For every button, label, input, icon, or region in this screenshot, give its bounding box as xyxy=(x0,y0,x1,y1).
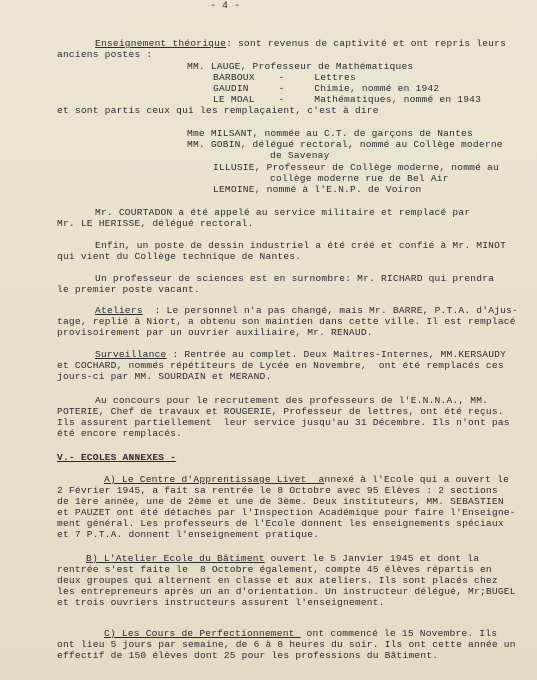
text-line: 2 Février 1945, a fait sa rentrée le 8 Octobre avec 95 Elèves : 2 sections xyxy=(57,485,498,496)
text-line: rentrée s'est faite le 8 Octobre également, compte 45 élèves répartis en xyxy=(57,564,492,575)
text-line: et trois ouvriers instructeurs assurent l'enseignement. xyxy=(57,597,385,608)
text-line: Enfin, un poste de dessin industriel a été créé et confié à Mr. MINOT xyxy=(95,240,507,251)
text-line: effectif de 150 élèves dont 25 pour les professions du Bâtiment. xyxy=(57,650,439,661)
text-line xyxy=(57,452,176,463)
text-line: jours-ci par MM. SOURDAIN et MERAND. xyxy=(57,371,272,382)
line-rest: ouvert le 5 Janvier 1945 et dont la xyxy=(264,553,480,564)
text-line xyxy=(95,349,506,360)
text-line: LEMOINE, nommé à l'E.N.P. de Voiron xyxy=(213,184,422,195)
text-line: ment général. Les professeurs de l'Ecole donnent les enseignements spéciaux xyxy=(57,518,504,529)
text-line: BARBOUX - Lettres xyxy=(213,72,356,83)
text-line: et sont partis ceux qui les remplaçaient, c'est à dire xyxy=(57,105,379,116)
text-line: Mr. COURTADON a été appelé au service militaire et remplacé par xyxy=(95,207,471,218)
text-line: les entrepreneurs après un an d'orientation. Un instructeur délégué, Mr;BUGEL xyxy=(57,586,516,597)
underlined-heading: Ateliers xyxy=(95,305,143,316)
text-line xyxy=(95,38,506,49)
text-line: et 7 P.T.A. donnent l'enseignement pratique. xyxy=(57,529,320,540)
text-line: POTERIE, Chef de travaux et ROUGERIE, Professeur de lettres, ont été reçus. xyxy=(57,406,504,417)
text-line: MM. LAUGE, Professeur de Mathématiques xyxy=(187,61,414,72)
text-line: collège moderne rue de Bel Air xyxy=(270,173,449,184)
text-line: tage, replié à Niort, a obtenu son maintien dans cette ville. Il est remplacé xyxy=(57,316,516,327)
text-line: été encore remplacés. xyxy=(57,428,183,439)
text-line: anciens postes : xyxy=(57,49,153,60)
underlined-heading: Surveillance xyxy=(95,349,167,360)
text-line: Au concours pour le recrutement des professeurs de l'E.N.N.A., MM. xyxy=(95,395,489,406)
line-rest: : Le personnel n'a pas changé, mais Mr. BARRE, P.T.A. d'Ajus- xyxy=(142,305,518,316)
text-line: de Savenay xyxy=(270,150,330,161)
line-rest: nnexé à l'Ecole qui a ouvert le xyxy=(324,474,510,485)
text-line: Ils assurent partiellement leur service jusqu'au 31 Décembre. Ils n'ont pas xyxy=(57,417,510,428)
page-number: - 4 - xyxy=(210,1,241,12)
text-line: ILLUSIE, Professeur de Collège moderne, nommé au xyxy=(213,162,499,173)
line-rest: : Rentrée au complet. Deux Maîtres-Internes, MM.KERSAUDY xyxy=(166,349,507,360)
text-line: provisoirement par un ouvrier auxiliaire, Mr. RENAUD. xyxy=(57,327,373,338)
underlined-heading: A) Le Centre d'Apprentissage Livet a xyxy=(104,474,325,485)
text-line: de 1ère année, une de 2ème et une de 3ème. Deux instituteurs, MM. SEBASTIEN xyxy=(57,496,504,507)
text-line: MM. GOBIN, délégué rectoral, nommé au Collège moderne xyxy=(187,139,503,150)
text-line: Mme MILSANT, nommée au C.T. de garçons de Nantes xyxy=(187,128,473,139)
text-line: et COCHARD, nommés répétiteurs de Lycée en Novembre, ont été remplacés ces xyxy=(57,360,504,371)
text-line: le premier poste vacant. xyxy=(57,284,200,295)
line-rest: : sont revenus de captivité et ont repris leurs xyxy=(226,38,507,49)
text-line: deux groupes qui alternent en classe et aux ateliers. Ils sont placés chez xyxy=(57,575,498,586)
text-line: et PAUZET ont été détachés par l'Inspection Académique pour faire l'Enseigne- xyxy=(57,507,516,518)
underlined-heading: B) L'Atelier Ecole du Bâtiment xyxy=(86,553,265,564)
underlined-heading: V.- ECOLES ANNEXES - xyxy=(57,452,177,463)
text-line xyxy=(104,628,497,639)
text-line: ont lieu 5 jours par semaine, de 6 à 8 heures du soir. Ils ont cette année un xyxy=(57,639,516,650)
text-line xyxy=(104,474,509,485)
text-line xyxy=(86,553,479,564)
text-line xyxy=(95,305,518,316)
text-line: GAUDIN - Chimie, nommé en 1942 xyxy=(213,83,440,94)
text-line: qui vient du Collège technique de Nantes. xyxy=(57,251,302,262)
text-line: LE MOAL - Mathématiques, nommé en 1943 xyxy=(213,94,482,105)
underlined-heading: Enseignement théorique xyxy=(95,38,227,49)
text-line: Un professeur de sciences est en surnombre: Mr. RICHARD qui prendra xyxy=(95,273,495,284)
underlined-heading: C) Les Cours de Perfectionnement xyxy=(104,628,301,639)
text-line: Mr. LE HERISSE, délégué rectoral. xyxy=(57,218,254,229)
line-rest: ont commencé le 15 Novembre. Ils xyxy=(300,628,498,639)
